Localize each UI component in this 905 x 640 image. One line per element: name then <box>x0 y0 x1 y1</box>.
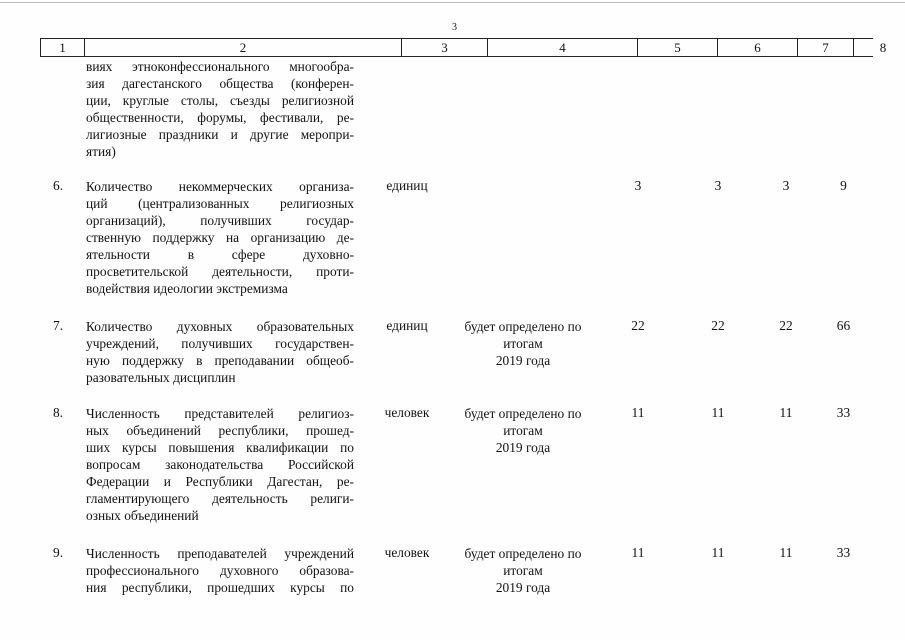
row-value-6: 11 <box>711 545 725 560</box>
desc-line: водействия идеологии экстремизма <box>86 281 288 296</box>
desc-line: Численность преподавателей учреждений <box>86 546 354 561</box>
source-line: итогам <box>503 563 543 578</box>
row-value-8: 66 <box>836 318 851 333</box>
desc-line: учреждений, получивших государствен- <box>86 336 354 351</box>
column-header-7: 7 <box>798 39 854 56</box>
column-header-2: 2 <box>85 39 402 56</box>
desc-line: Количество некоммерческих организа- <box>86 179 354 194</box>
desc-line: гламентирующего деятельность религи- <box>86 491 354 506</box>
row-value-8: 9 <box>840 178 847 193</box>
desc-line: виях этноконфессионального многообра- <box>86 59 354 74</box>
source-line: 2019 года <box>495 353 551 368</box>
desc-line: Количество духовных образовательных <box>86 319 354 334</box>
desc-line: вопросам законодательства Российской <box>86 457 354 472</box>
desc-line: просветительской деятельности, проти- <box>86 264 354 279</box>
desc-line: ную поддержку в преподавании общеоб- <box>86 353 354 368</box>
desc-line: профессионального духовного образова- <box>86 563 354 578</box>
row-source <box>448 318 598 369</box>
column-header-1: 1 <box>40 39 85 56</box>
row-description <box>86 178 354 297</box>
scan-edge-line <box>0 2 905 3</box>
source-line: итогам <box>503 336 543 351</box>
desc-line: лигиозные праздники и другие меропри- <box>86 127 354 142</box>
source-line: будет определено по <box>464 546 582 561</box>
row-value-7: 11 <box>779 545 793 560</box>
column-header-8: 8 <box>854 39 905 56</box>
column-header-5: 5 <box>638 39 718 56</box>
page-number: 3 <box>452 22 457 33</box>
desc-line: озных объединений <box>86 508 199 523</box>
row-value-7: 11 <box>779 405 793 420</box>
row-value-5: 11 <box>631 545 645 560</box>
desc-line: ятельности в сфере духовно- <box>86 247 354 262</box>
desc-line: ятия) <box>86 144 116 159</box>
column-header-4: 4 <box>488 39 638 56</box>
desc-line: Федерации и Республики Дагестан, ре- <box>86 474 354 489</box>
source-line: итогам <box>503 423 543 438</box>
column-header-6: 6 <box>718 39 798 56</box>
desc-line: разовательных дисциплин <box>86 370 236 385</box>
row-unit: человек <box>384 545 430 560</box>
row-value-7: 22 <box>779 318 793 333</box>
row-value-5: 11 <box>631 405 645 420</box>
source-line: будет определено по <box>464 319 582 334</box>
desc-line: ных объединений республики, прошед- <box>86 423 354 438</box>
desc-line: Численность представителей религиоз- <box>86 406 354 421</box>
desc-line: организаций), получивших государ- <box>86 213 354 228</box>
row-unit: человек <box>384 405 430 420</box>
row-description <box>86 545 354 596</box>
row-unit: единиц <box>386 178 428 193</box>
row-value-6: 11 <box>711 405 725 420</box>
desc-line: общественности, форумы, фестивали, ре- <box>86 110 354 125</box>
source-line: 2019 года <box>495 440 551 455</box>
column-header-3: 3 <box>402 39 488 56</box>
row-value-8: 33 <box>836 405 851 420</box>
row-number: 8. <box>53 405 64 420</box>
desc-line: ций (централизованных религиозных <box>86 196 354 211</box>
row-description <box>86 58 354 160</box>
desc-line: ния республики, прошедших курсы по <box>86 580 354 595</box>
row-value-5: 22 <box>631 318 645 333</box>
source-line: будет определено по <box>464 406 582 421</box>
row-number: 7. <box>53 318 64 333</box>
row-value-5: 3 <box>634 178 642 193</box>
row-source <box>448 545 598 596</box>
desc-line: ших курсы повышения квалификации по <box>86 440 354 455</box>
row-value-7: 3 <box>782 178 790 193</box>
source-line: 2019 года <box>495 580 551 595</box>
desc-line: ции, круглые столы, съезды религиозной <box>86 93 354 108</box>
row-description <box>86 318 354 386</box>
row-value-6: 22 <box>711 318 725 333</box>
row-value-6: 3 <box>714 178 722 193</box>
row-value-8: 33 <box>836 545 851 560</box>
desc-line: ственную поддержку на организацию де- <box>86 230 354 245</box>
row-source <box>448 405 598 456</box>
row-unit: единиц <box>386 318 428 333</box>
desc-line: зия дагестанского общества (конферен- <box>86 76 354 91</box>
row-number: 6. <box>53 178 64 193</box>
table-header <box>40 38 887 57</box>
row-description <box>86 405 354 524</box>
row-number: 9. <box>53 545 64 560</box>
